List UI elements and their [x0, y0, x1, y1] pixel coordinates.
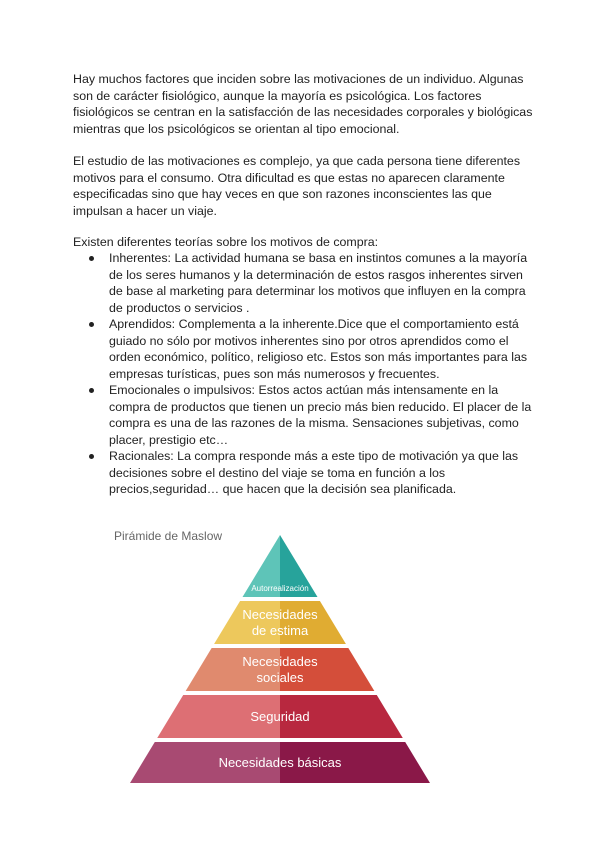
- list-item: [73, 250, 533, 316]
- level-seguridad: [157, 695, 403, 738]
- bullet-icon: [89, 256, 94, 261]
- level-basicas: [130, 742, 430, 783]
- bullet-icon: [89, 322, 94, 327]
- level-basicas-label: Necesidades básicas: [218, 755, 342, 771]
- paragraph-theories-intro: Existen diferentes teorías sobre los motivos de compra:: [73, 235, 379, 249]
- list-item: [73, 316, 533, 382]
- level-sociales: [186, 648, 375, 691]
- figure-title: Pirámide de Maslow: [114, 529, 223, 543]
- list-item-text: Aprendidos: Complementa a la inherente.Dice que el comportamiento está guiado no sólo por motivos inherentes sino por otros aprendidos como el orden económico, político, religioso etc. Estos son más importantes para las empresas turísticas, pues son más numerosos y frecuentes.: [109, 317, 528, 381]
- level-autorrealizacion-label: Autorrealización: [251, 583, 309, 593]
- paragraph-study: El estudio de las motivaciones es complejo, ya que cada persona tiene diferentes motivos para el consumo. Otra dificultad es que estas no aparecen claramente especificadas sino que hay veces en que son razones inconscientes las que impulsan a hacer un viaje.: [73, 154, 521, 218]
- maslow-pyramid-figure: [110, 522, 440, 792]
- bullet-icon: [89, 454, 94, 459]
- list-item-text: Racionales: La compra responde más a este tipo de motivación ya que las decisiones sobre el destino del viaje se toma en función a los precios,seguridad… que hacen que la decisión sea planificada.: [109, 449, 519, 496]
- bullet-icon: [89, 388, 94, 393]
- list-item-text: Emocionales o impulsivos: Estos actos actúan más intensamente en la compra de productos que tienen un precio más bien reducido. El placer de la compra es una de las razones de la misma. Sensaciones subjetivas, como placer, prestigio etc…: [109, 383, 532, 447]
- level-seguridad-label: Seguridad: [250, 709, 310, 725]
- level-sociales-label: Necesidades: [242, 653, 318, 669]
- list-item-text: Inherentes: La actividad humana se basa en instintos comunes a la mayoría de los seres humanos y la determinación de estos rasgos inherentes sirven de base al marketing para determinar los motivos que influyen en la compra de productos o servicios .: [109, 251, 528, 315]
- level-estima-label: de estima: [251, 623, 309, 639]
- list-item: [73, 448, 533, 498]
- pyramid-graphic: [110, 522, 440, 792]
- level-estima-label: Necesidades: [242, 606, 318, 622]
- level-estima: [214, 601, 346, 644]
- level-autorrealizacion: [243, 535, 318, 597]
- list-item: [73, 382, 533, 448]
- paragraph-factors: Hay muchos factores que inciden sobre las motivaciones de un individuo. Algunas son de carácter fisiológico, aunque la mayoría es psicológica. Los factores fisiológicos se centran en la satisfacción de las necesidades corporales y biológicas mientras que los psicológicos se orientan al tipo emocional.: [73, 72, 533, 136]
- theories-list: [73, 250, 533, 498]
- level-sociales-label: sociales: [256, 670, 304, 686]
